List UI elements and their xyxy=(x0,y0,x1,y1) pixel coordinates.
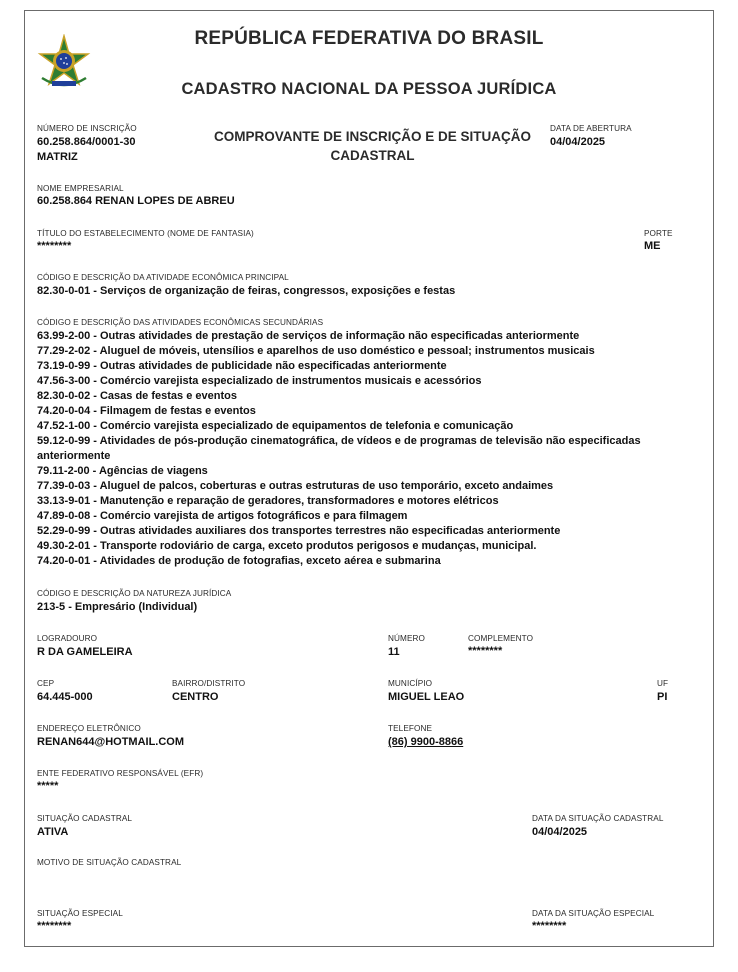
telefone-value[interactable]: (86) 9900-8866 xyxy=(388,736,464,748)
list-item: 74.20-0-01 - Atividades de produção de fotografias, exceto aérea e submarina xyxy=(37,555,441,567)
natureza-juridica-value: 213-5 - Empresário (Individual) xyxy=(37,601,198,613)
porte-label: PORTE xyxy=(644,229,673,238)
list-item: 79.11-2-00 - Agências de viagens xyxy=(37,465,208,477)
motivo-label: MOTIVO DE SITUAÇÃO CADASTRAL xyxy=(37,858,182,867)
uf-label: UF xyxy=(657,679,669,688)
list-item: 47.89-0-08 - Comércio varejista de artigos fotográficos e para filmagem xyxy=(37,510,408,522)
email-value: RENAN644@HOTMAIL.COM xyxy=(37,736,185,748)
natureza-juridica-label: CÓDIGO E DESCRIÇÃO DA NATUREZA JURÍDICA xyxy=(37,589,232,598)
logradouro-value: R DA GAMELEIRA xyxy=(37,646,133,658)
list-item: 47.56-3-00 - Comércio varejista especializado de instrumentos musicais e acessórios xyxy=(37,375,482,387)
situacao-especial-value: ******** xyxy=(37,920,72,932)
bairro-value: CENTRO xyxy=(172,691,219,703)
abertura-label: DATA DE ABERTURA xyxy=(550,124,632,133)
list-item: 49.30-2-01 - Transporte rodoviário de carga, exceto produtos perigosos e mudanças, municipal. xyxy=(37,540,537,552)
complemento-label: COMPLEMENTO xyxy=(468,634,534,643)
titulo-value: ******** xyxy=(37,240,72,252)
municipio-value: MIGUEL LEAO xyxy=(388,691,465,703)
atividades-secundarias-list xyxy=(37,329,677,569)
list-item: 74.20-0-04 - Filmagem de festas e eventos xyxy=(37,405,256,417)
uf-value: PI xyxy=(657,691,668,703)
situacao-value: ATIVA xyxy=(37,826,69,838)
numero-label: NÚMERO xyxy=(388,634,425,643)
list-item: 77.29-2-02 - Aluguel de móveis, utensílios e aparelhos de uso doméstico e pessoal; instrumentos musicais xyxy=(37,345,595,357)
situacao-data-value: 04/04/2025 xyxy=(532,826,588,838)
telefone-label: TELEFONE xyxy=(388,724,433,733)
bairro-label: BAIRRO/DISTRITO xyxy=(172,679,246,688)
efr-value: ***** xyxy=(37,780,59,792)
email-label: ENDEREÇO ELETRÔNICO xyxy=(37,724,141,733)
complemento-value: ******** xyxy=(468,645,503,657)
inscricao-label: NÚMERO DE INSCRIÇÃO xyxy=(37,124,137,133)
situacao-data-label: DATA DA SITUAÇÃO CADASTRAL xyxy=(532,814,664,823)
list-item: 63.99-2-00 - Outras atividades de prestação de serviços de informação não especificadas anteriormente xyxy=(37,330,580,342)
list-item: 33.13-9-01 - Manutenção e reparação de geradores, transformadores e motores elétricos xyxy=(37,495,499,507)
nome-empresarial-label: NOME EMPRESARIAL xyxy=(37,184,124,193)
doc-title-line2: CADASTRAL xyxy=(330,148,415,163)
atividade-principal-label: CÓDIGO E DESCRIÇÃO DA ATIVIDADE ECONÔMICA PRINCIPAL xyxy=(37,273,289,282)
list-item: 59.12-0-99 - Atividades de pós-produção cinematográfica, de vídeos e de programas de televisão não especificadas anteriormente xyxy=(37,435,641,462)
abertura-value: 04/04/2025 xyxy=(550,136,606,148)
header-subtitle: CADASTRO NACIONAL DA PESSOA JURÍDICA xyxy=(181,80,557,98)
atividade-principal-value: 82.30-0-01 - Serviços de organização de feiras, congressos, exposições e festas xyxy=(37,285,456,297)
situacao-especial-data-label: DATA DA SITUAÇÃO ESPECIAL xyxy=(532,909,655,918)
list-item: 77.39-0-03 - Aluguel de palcos, coberturas e outras estruturas de uso temporário, exceto andaimes xyxy=(37,480,554,492)
doc-title xyxy=(195,127,550,165)
header-title: REPÚBLICA FEDERATIVA DO BRASIL xyxy=(194,28,544,49)
inscricao-numero: 60.258.864/0001-30 xyxy=(37,136,136,148)
list-item: 82.30-0-02 - Casas de festas e eventos xyxy=(37,390,237,402)
logradouro-label: LOGRADOURO xyxy=(37,634,98,643)
cep-value: 64.445-000 xyxy=(37,691,93,703)
list-item: 73.19-0-99 - Outras atividades de publicidade não especificadas anteriormente xyxy=(37,360,447,372)
numero-value: 11 xyxy=(388,646,400,658)
situacao-especial-data-value: ******** xyxy=(532,920,567,932)
situacao-especial-label: SITUAÇÃO ESPECIAL xyxy=(37,909,123,918)
list-item: 52.29-0-99 - Outras atividades auxiliares dos transportes terrestres não especificadas anteriormente xyxy=(37,525,561,537)
inscricao-tipo: MATRIZ xyxy=(37,151,78,163)
nome-empresarial-value: 60.258.864 RENAN LOPES DE ABREU xyxy=(37,195,235,207)
titulo-label: TÍTULO DO ESTABELECIMENTO (NOME DE FANTASIA) xyxy=(37,229,254,238)
list-item: 47.52-1-00 - Comércio varejista especializado de equipamentos de telefonia e comunicação xyxy=(37,420,514,432)
municipio-label: MUNICÍPIO xyxy=(388,679,433,688)
efr-label: ENTE FEDERATIVO RESPONSÁVEL (EFR) xyxy=(37,769,204,778)
doc-title-line1: COMPROVANTE DE INSCRIÇÃO E DE SITUAÇÃO xyxy=(213,129,532,144)
cep-label: CEP xyxy=(37,679,55,688)
atividades-secundarias-label: CÓDIGO E DESCRIÇÃO DAS ATIVIDADES ECONÔMICAS SECUNDÁRIAS xyxy=(37,318,324,327)
porte-value: ME xyxy=(644,240,661,252)
situacao-label: SITUAÇÃO CADASTRAL xyxy=(37,814,133,823)
